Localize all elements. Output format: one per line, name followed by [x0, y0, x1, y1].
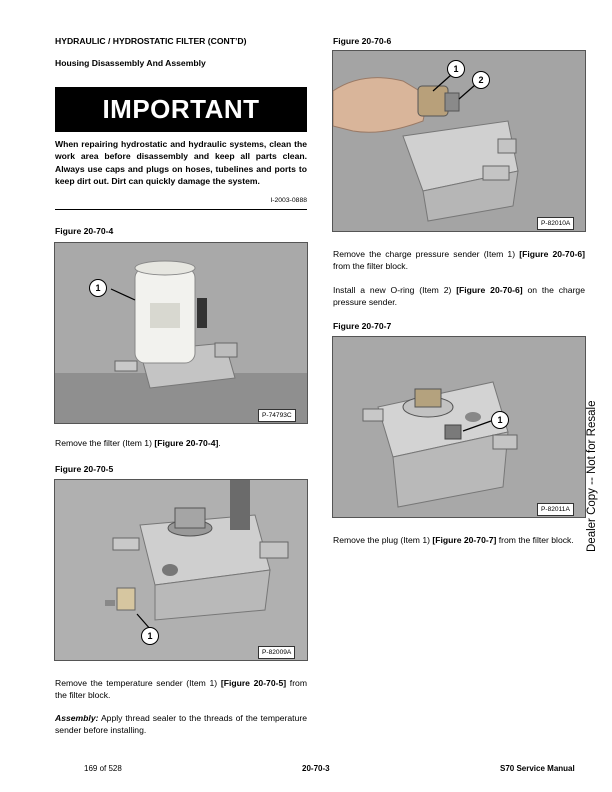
figure-5-title: Figure 20-70-5 — [55, 464, 114, 474]
paragraph-assembly-note — [55, 712, 307, 736]
figure-ref: [Figure 20-70-6] — [456, 285, 523, 295]
figure-7-photo — [332, 336, 586, 518]
figure-5-callout-1: 1 — [141, 627, 159, 645]
figure-4-code: P-74793C — [258, 409, 296, 422]
important-text: When repairing hydrostatic and hydraulic systems, clean the work area before disassembly and keep all parts clean. Always use caps and plugs on hoses, tubelines and ports to keep dirt out. Dirt can quickly damage the system. — [55, 139, 307, 186]
figure-6-callout-2: 2 — [472, 71, 490, 89]
subsection-title: Housing Disassembly And Assembly — [55, 58, 206, 68]
figure-7-title: Figure 20-70-7 — [333, 321, 392, 331]
paragraph-remove-filter — [55, 437, 307, 449]
paragraph-install-oring — [333, 284, 585, 308]
figure-5-code: P-82009A — [258, 646, 295, 659]
figure-4-title: Figure 20-70-4 — [55, 226, 114, 236]
important-code: I-2003-0888 — [270, 197, 307, 204]
figure-6-title: Figure 20-70-6 — [333, 36, 392, 46]
figure-ref: [Figure 20-70-5] — [220, 678, 287, 688]
text-run: from the filter block. — [333, 261, 408, 271]
filter-photo-illustration — [55, 243, 307, 423]
text-run: from the filter block. — [496, 535, 574, 545]
dealer-copy-note: Dealer Copy -- Not for Resale — [586, 400, 598, 552]
footer-manual-name: S70 Service Manual — [500, 764, 575, 773]
hand-sender-photo-illustration — [333, 51, 585, 231]
text-run: Install a new O-ring (Item 2) — [333, 285, 457, 295]
text-run: Apply thread sealer to the threads of the temperature sender before installing. — [55, 713, 307, 735]
text-run: . — [218, 438, 221, 448]
section-title: HYDRAULIC / HYDROSTATIC FILTER (CONT’D) — [55, 36, 247, 46]
divider — [55, 209, 307, 210]
text-run: on the charge pressure sender. — [333, 285, 585, 307]
text-run: Remove the filter (Item 1) — [55, 438, 155, 448]
figure-ref: [Figure 20-70-4] — [154, 438, 219, 448]
paragraph-remove-plug — [333, 534, 585, 546]
important-banner: IMPORTANT — [55, 87, 307, 132]
figure-7-code: P-82011A — [537, 503, 574, 516]
text-run: Remove the plug (Item 1) — [333, 535, 433, 545]
footer-page-number: 20-70-3 — [302, 764, 330, 773]
paragraph-remove-charge-sender — [333, 248, 585, 272]
figure-6-code: P-82010A — [537, 217, 574, 230]
text-run: Remove the temperature sender (Item 1) — [55, 678, 221, 688]
text-run: Remove the charge pressure sender (Item 1) — [333, 249, 520, 259]
figure-6-photo — [332, 50, 586, 232]
figure-4-photo — [54, 242, 308, 424]
figure-ref: [Figure 20-70-7] — [432, 535, 497, 545]
figure-5-photo — [54, 479, 308, 661]
figure-ref: [Figure 20-70-6] — [519, 249, 585, 259]
footer-page-count: 169 of 528 — [84, 764, 122, 773]
paragraph-remove-temp-sender — [55, 677, 307, 701]
assembly-label: Assembly: — [55, 713, 99, 723]
figure-7-callout-1: 1 — [491, 411, 509, 429]
plug-photo-illustration — [333, 337, 585, 517]
figure-6-callout-1: 1 — [447, 60, 465, 78]
figure-4-callout-1: 1 — [89, 279, 107, 297]
sender-photo-illustration — [55, 480, 307, 660]
text-run: from the filter block. — [55, 678, 307, 700]
